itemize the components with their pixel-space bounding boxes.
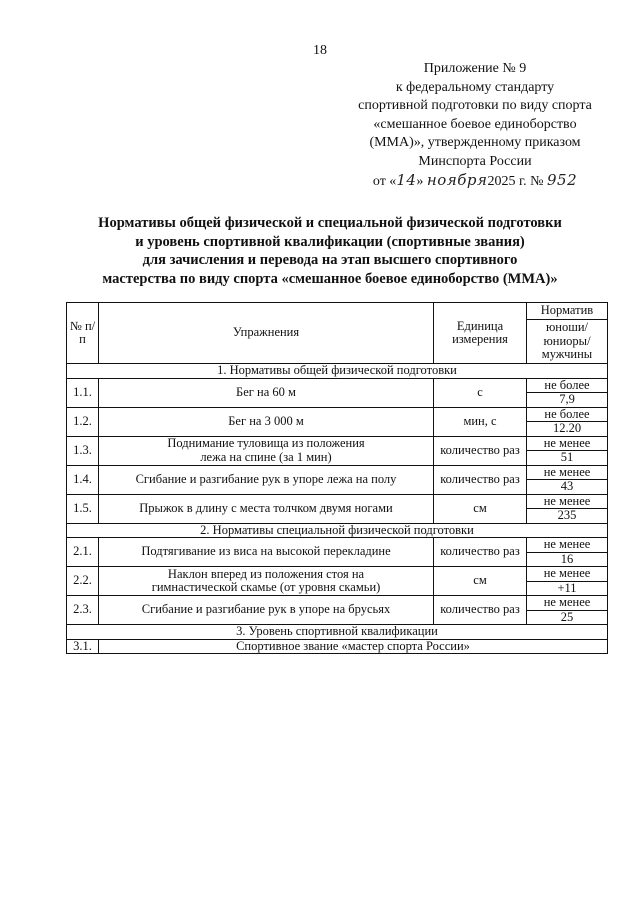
title-line: Нормативы общей физической и специальной физической подготовки: [98, 215, 562, 231]
handwritten-day: 14: [396, 171, 417, 189]
row-value: 235: [527, 509, 608, 524]
order-date-line: [330, 171, 620, 192]
row-value: 12.20: [527, 422, 608, 437]
row-unit: количество раз: [434, 596, 527, 625]
row-num: 2.3.: [67, 596, 99, 625]
row-exercise: Сгибание и разгибание рук в упоре на брусьях: [99, 596, 434, 625]
date-prefix: от «: [372, 174, 397, 189]
norms-table: [66, 302, 608, 654]
row-unit: количество раз: [434, 538, 527, 567]
document-title: [60, 214, 600, 288]
header-group: юноши/ юниоры/ мужчины: [527, 320, 608, 364]
row-exercise: Сгибание и разгибание рук в упоре лежа на полу: [99, 465, 434, 494]
row-qualifier: не менее: [527, 436, 608, 451]
title-line: мастерства по виду спорта «смешанное боевое единоборство (ММА)»: [102, 270, 558, 287]
row-qualifier: не менее: [527, 494, 608, 509]
header-num: № п/п: [67, 303, 99, 364]
section-title-special: 2. Нормативы специальной физической подготовки: [67, 523, 608, 538]
row-num: 1.2.: [67, 407, 99, 436]
row-num: 2.2.: [67, 567, 99, 596]
appendix-line: Минспорта России: [418, 153, 532, 169]
row-value: +11: [527, 581, 608, 596]
row-unit: с: [434, 378, 527, 407]
section-title-general: 1. Нормативы общей физической подготовки: [67, 364, 608, 379]
appendix-line: к федеральному стандарту: [395, 79, 555, 95]
row-num: 2.1.: [67, 538, 99, 567]
row-value: 25: [527, 610, 608, 625]
handwritten-order-number: 952: [546, 171, 578, 189]
row-qualifier: не более: [527, 407, 608, 422]
title-line: для зачисления и перевода на этап высшего спортивного: [142, 252, 518, 268]
row-num: 1.5.: [67, 494, 99, 523]
appendix-block: [330, 60, 620, 192]
row-exercise: Бег на 3 000 м: [99, 407, 434, 436]
row-num: 1.3.: [67, 436, 99, 465]
row-num: 3.1.: [67, 639, 99, 654]
row-value: 43: [527, 480, 608, 495]
appendix-line: «смешанное боевое единоборство: [373, 116, 577, 132]
appendix-line: спортивной подготовки по виду спорта: [358, 98, 592, 113]
appendix-line: Приложение № 9: [423, 61, 527, 76]
row-unit: количество раз: [434, 465, 527, 494]
row-qualifier: не менее: [527, 465, 608, 480]
row-unit: мин, с: [434, 407, 527, 436]
header-exercise: Упражнения: [99, 303, 434, 364]
row-qualifier: не более: [527, 378, 608, 393]
row-qualifier: не менее: [527, 567, 608, 582]
row-unit: см: [434, 494, 527, 523]
row-num: 1.1.: [67, 378, 99, 407]
appendix-line: (ММА)», утвержденному приказом: [369, 135, 581, 150]
row-value: 51: [527, 451, 608, 466]
page-number: 18: [313, 43, 327, 58]
header-unit: Единица измерения: [434, 303, 527, 364]
row-exercise: Бег на 60 м: [99, 378, 434, 407]
date-mid: »: [416, 174, 424, 189]
row-exercise: Прыжок в длину с места толчком двумя ногами: [99, 494, 434, 523]
row-unit: см: [434, 567, 527, 596]
qualification-text: Спортивное звание «мастер спорта России»: [99, 639, 608, 654]
row-exercise: Подтягивание из виса на высокой перекладине: [99, 538, 434, 567]
handwritten-month: ноября: [426, 171, 488, 189]
title-line: и уровень спортивной квалификации (спортивные звания): [135, 233, 525, 250]
section-title-qualification: 3. Уровень спортивной квалификации: [67, 625, 608, 640]
row-num: 1.4.: [67, 465, 99, 494]
row-value: 7,9: [527, 393, 608, 408]
row-qualifier: не менее: [527, 538, 608, 553]
header-norm: Норматив: [527, 303, 608, 320]
row-exercise: Наклон вперед из положения стоя на гимнастической скамье (от уровня скамьи): [99, 567, 434, 596]
year-text: 2025 г. №: [487, 174, 544, 189]
row-qualifier: не менее: [527, 596, 608, 611]
row-value: 16: [527, 552, 608, 567]
row-unit: количество раз: [434, 436, 527, 465]
row-exercise: Поднимание туловища из положения лежа на спине (за 1 мин): [99, 436, 434, 465]
